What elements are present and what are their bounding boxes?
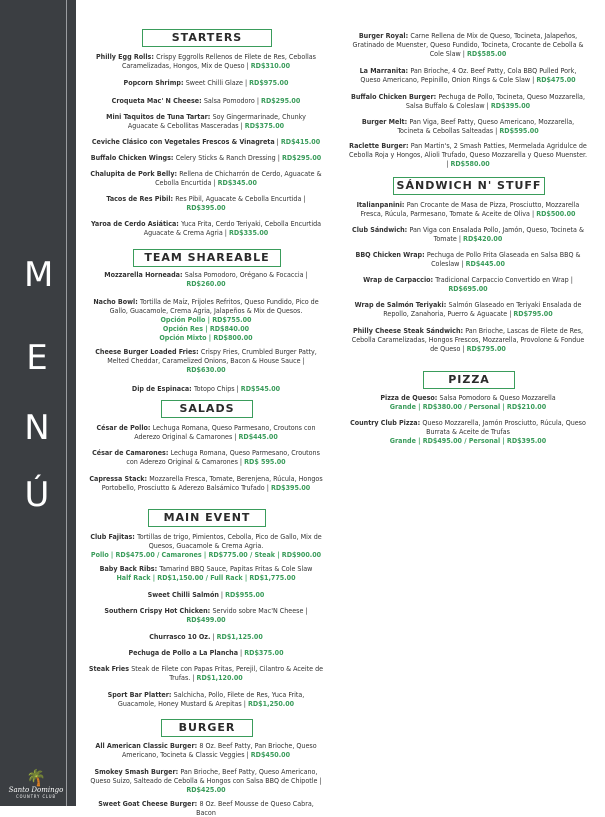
- item-name: César de Pollo:: [96, 423, 153, 432]
- item-name: Sport Bar Platter:: [107, 690, 174, 699]
- menu-item: [90, 153, 322, 162]
- item-name: Steak Fries: [88, 664, 132, 673]
- menu-item: [349, 275, 587, 293]
- menu-item: [88, 423, 324, 441]
- item-name: Ceviche Clásico con Vegetales Frescos & Vinagreta: [91, 137, 275, 146]
- menu-letter: N: [24, 408, 52, 448]
- menu-item: [90, 194, 322, 212]
- item-price: RD$415.00: [280, 137, 321, 146]
- menu-item: [349, 250, 587, 268]
- item-description: Mozzarella Fresca, Tomate, Berenjena, Rúcula, Hongos Portobello, Prosciutto & Aderezo Balsámico Trufado: [101, 474, 323, 492]
- item-separator: |: [303, 270, 308, 279]
- item-description: Totopo Chips: [193, 384, 235, 393]
- item-separator: |: [568, 275, 573, 284]
- item-separator: |: [456, 234, 464, 243]
- item-separator: |: [218, 590, 226, 599]
- item-price: RD$ 595.00: [244, 457, 286, 466]
- item-price: RD$450.00: [250, 750, 291, 759]
- item-description: Salsa Pomodoro & Queso Mozzarella: [439, 393, 556, 402]
- item-name: Capressa Stack:: [89, 474, 150, 483]
- item-name: Mozzarella Horneada:: [104, 270, 185, 279]
- menu-item: [88, 384, 324, 393]
- item-price: Opción Mixto | RD$800.00: [159, 333, 253, 342]
- menu-item: [88, 606, 324, 624]
- item-name: Baby Back Ribs:: [99, 564, 160, 573]
- item-separator: |: [211, 178, 218, 187]
- menu-letter: M: [24, 255, 56, 295]
- item-price: RD$585.00: [466, 49, 507, 58]
- item-separator: |: [242, 78, 250, 87]
- item-price: Grande | RD$495.00 / Personal | RD$395.00: [389, 436, 547, 445]
- item-description: Celery Sticks & Ranch Dressing: [175, 153, 276, 162]
- item-name: Churrasco 10 Oz.: [149, 632, 211, 641]
- item-separator: |: [190, 673, 197, 682]
- item-price: RD$630.00: [186, 365, 226, 374]
- item-name: Sweet Goat Cheese Burger:: [98, 799, 200, 808]
- item-separator: |: [222, 228, 229, 237]
- menu-item: [88, 664, 324, 682]
- item-description: Salsa Pomodoro, Orégano & Focaccia: [184, 270, 304, 279]
- menu-item: [88, 590, 324, 599]
- menu-item: [88, 474, 324, 492]
- item-name: Chalupita de Pork Belly:: [90, 169, 180, 178]
- item-separator: |: [300, 356, 305, 365]
- menu-item: [88, 532, 324, 559]
- menu-item: [349, 200, 587, 218]
- item-price: RD$335.00: [228, 228, 269, 237]
- item-description: Soy Gingermarinade, Chunky Aguacate & Cebollitas Masceradas: [127, 112, 306, 130]
- item-separator: |: [244, 750, 251, 759]
- item-name: Raclette Burger:: [349, 141, 411, 150]
- item-price: RD$499.00: [186, 615, 226, 624]
- item-description: Servido sobre Mac'N Cheese: [212, 606, 304, 615]
- section-header: STARTERS: [142, 29, 272, 47]
- item-price: RD$795.00: [466, 344, 506, 353]
- item-price: RD$1,250.00: [247, 699, 295, 708]
- item-name: Country Club Pizza:: [350, 418, 423, 427]
- item-description: Pechuga de Pollo, Tocineta, Queso Mozzarella, Salsa Buffalo & Coleslaw: [405, 92, 585, 110]
- item-price: Half Rack | RD$1,150.00 / Full Rack | RD$1,775.00: [116, 573, 296, 582]
- section-header: BURGER: [161, 719, 253, 737]
- item-name: Tacos de Res Pibil:: [106, 194, 176, 203]
- section-header: SALADS: [161, 400, 253, 418]
- item-name: Pizza de Queso:: [380, 393, 440, 402]
- item-separator: |: [529, 209, 537, 218]
- item-price: Grande | RD$380.00 / Personal | RD$210.00: [389, 402, 547, 411]
- item-name: Smokey Smash Burger:: [94, 767, 181, 776]
- item-price: Pollo | RD$475.00 / Camarones | RD$775.00 / Steak | RD$900.00: [90, 550, 322, 559]
- item-description: Tortillas de trigo, Pimientos, Cebolla, Pico de Gallo, Mix de Quesos, Guacamole & Crema Agria.: [137, 532, 322, 550]
- item-name: César de Camarones:: [92, 448, 171, 457]
- item-name: Italianpanini:: [356, 200, 407, 209]
- item-separator: |: [234, 384, 241, 393]
- item-price: RD$1,120.00: [196, 673, 243, 682]
- item-name: Southern Crispy Hot Chicken:: [104, 606, 213, 615]
- item-price: RD$295.00: [281, 153, 322, 162]
- item-description: Pechuga de Pollo Frita Glaseada en Salsa BBQ & Coleslaw: [426, 250, 581, 268]
- club-logo: [6, 770, 66, 799]
- item-name: Croqueta Mac' N Cheese:: [111, 96, 204, 105]
- item-price: RD$475.00: [536, 75, 576, 84]
- menu-item: [349, 300, 587, 318]
- menu-item: [88, 632, 324, 641]
- menu-item: [88, 297, 324, 342]
- menu-item: [349, 66, 587, 84]
- item-separator: |: [507, 309, 514, 318]
- menu-item: [90, 52, 322, 70]
- item-price: RD$395.00: [490, 101, 531, 110]
- item-name: Burger Royal:: [358, 31, 411, 40]
- item-description: Salsa Pomodoro: [203, 96, 255, 105]
- menu-item: [349, 141, 587, 168]
- item-description: Salmón Glaseado en Teriyaki Ensalada de Repollo, Zanahoria, Puerro & Aguacate: [383, 300, 582, 318]
- menu-item: [88, 347, 324, 374]
- item-description: Lechuga Romana, Queso Parmesano, Croutons con Aderezo Original & Camarones: [134, 423, 316, 441]
- item-description: Pan Brioche, Lascas de Filete de Res, Cebolla Caramelizadas, Hongos Frescos, Mozzarella, Provolone & Fondue de Queso: [351, 326, 585, 353]
- item-price: Opción Pollo | RD$755.00: [160, 315, 252, 324]
- item-description: Tradicional Carpaccio Convertido en Wrap: [435, 275, 569, 284]
- item-separator: |: [460, 49, 467, 58]
- item-description: Queso Mozzarella, Jamón Prosciutto, Rúcula, Queso Burrata & Aceite de Trufas: [422, 418, 586, 436]
- item-price: RD$445.00: [465, 259, 505, 268]
- section-header: TEAM SHAREABLE: [133, 249, 281, 267]
- item-separator: |: [238, 648, 245, 657]
- item-separator: |: [301, 194, 306, 203]
- item-description: Steak de Filete con Papas Fritas, Perejil, Cilantro & Aceite de Trufas.: [131, 664, 324, 682]
- item-name: Wrap de Carpaccio:: [363, 275, 436, 284]
- menu-item: [90, 137, 322, 146]
- item-name: Dip de Espinaca:: [131, 384, 194, 393]
- item-description: Carne Rellena de Mix de Queso, Tocineta, Jalapeños, Gratinado de Muenster, Queso Fundido, Tocineta, Crocante de Cebolla & Cole Slaw: [352, 31, 584, 58]
- item-name: Club Sándwich:: [352, 225, 410, 234]
- item-name: Wrap de Salmón Teriyaki:: [354, 300, 449, 309]
- item-separator: |: [484, 101, 491, 110]
- item-separator: |: [210, 632, 217, 641]
- item-description: Crispy Eggrolls Rellenos de Filete de Res, Cebollas Caramelizadas, Hongos, Mix de Queso: [121, 52, 317, 70]
- menu-item: [349, 31, 587, 58]
- menu-letter: Ú: [24, 475, 52, 515]
- item-price: RD$545.00: [240, 384, 281, 393]
- item-name: Cheese Burger Loaded Fries:: [95, 347, 201, 356]
- sidebar: [0, 0, 76, 806]
- item-separator: |: [254, 96, 262, 105]
- item-price: RD$445.00: [238, 432, 278, 441]
- item-separator: |: [460, 344, 467, 353]
- item-separator: |: [244, 61, 251, 70]
- item-separator: |: [317, 776, 322, 785]
- menu-letter: E: [26, 338, 50, 378]
- item-name: Buffalo Chicken Burger:: [351, 92, 439, 101]
- item-name: Pechuga de Pollo a La Plancha: [128, 648, 239, 657]
- item-separator: |: [275, 153, 282, 162]
- item-name: Popcorn Shrimp:: [123, 78, 186, 87]
- menu-item: [349, 117, 587, 135]
- menu-item: [88, 270, 324, 288]
- item-separator: |: [446, 159, 451, 168]
- item-price: RD$955.00: [225, 590, 265, 599]
- menu-item: [88, 690, 324, 708]
- item-description: Tamarind BBQ Sauce, Papitas Fritas & Cole Slaw: [159, 564, 313, 573]
- section-header: SÁNDWICH N' STUFF: [393, 177, 545, 195]
- menu-item: [349, 326, 587, 353]
- item-price: RD$310.00: [250, 61, 291, 70]
- item-price: RD$1,125.00: [216, 632, 263, 641]
- item-description: Yuca Frita, Cerdo Teriyaki, Cebolla Encurtida Aguacate & Crema Agria: [143, 219, 322, 237]
- logo-line2: COUNTRY CLUB: [16, 794, 56, 799]
- item-name: All American Classic Burger:: [95, 741, 200, 750]
- item-name: Mini Taquitos de Tuna Tartar:: [106, 112, 213, 121]
- item-price: RD$795.00: [513, 309, 553, 318]
- item-description: 8 Oz. Beef Mousse de Queso Cabra, Bacon: [196, 799, 314, 817]
- menu-item: [88, 741, 324, 759]
- item-separator: |: [232, 432, 239, 441]
- item-price: RD$595.00: [499, 126, 539, 135]
- item-description: Tortilla de Maíz, Frijoles Refritos, Queso Fundido, Pico de Gallo, Guacamole, Crema Agria, Jalapeños & Mix de Quesos.: [109, 297, 319, 315]
- item-price: RD$420.00: [463, 234, 503, 243]
- item-price: RD$425.00: [186, 785, 226, 794]
- item-price: RD$395.00: [270, 483, 311, 492]
- section-header: PIZZA: [423, 371, 515, 389]
- item-name: Burger Melt:: [361, 117, 410, 126]
- item-price: RD$395.00: [186, 203, 226, 212]
- item-description: Pan Crocante de Masa de Pizza, Prosciutto, Mozzarella Fresca, Rúcula, Parmesano, Tomate & Aceite de Oliva: [360, 200, 580, 218]
- menu-item: [349, 225, 587, 243]
- menu-item: [349, 418, 587, 445]
- item-separator: |: [241, 699, 248, 708]
- item-price: RD$695.00: [448, 284, 488, 293]
- menu-item: [88, 799, 324, 817]
- item-description: Res Pibil, Aguacate & Cebolla Encurtida: [175, 194, 302, 203]
- item-price: RD$345.00: [217, 178, 257, 187]
- item-description: Crispy Fries, Crumbled Burger Patty, Melted Cheddar, Caramelized Onions, Bacon & House Sauce: [107, 347, 317, 365]
- logo-line1: Santo Domingo: [8, 786, 64, 794]
- item-name: Club Fajitas:: [90, 532, 138, 541]
- item-price: RD$260.00: [186, 279, 226, 288]
- menu-item: [90, 112, 322, 130]
- item-separator: |: [303, 606, 308, 615]
- item-price: RD$295.00: [261, 96, 301, 105]
- menu-item: [349, 393, 587, 411]
- item-description: Pan Brioche, 4 Oz. Beef Patty, Cola BBQ Pulled Pork, Queso Americano, Pepinillo, Onion Rings & Cole Slaw: [360, 66, 577, 84]
- item-separator: |: [274, 137, 281, 146]
- section-header: MAIN EVENT: [148, 509, 266, 527]
- item-description: Rellena de Chicharrón de Cerdo, Aguacate & Cebolla Encurtida: [155, 169, 322, 187]
- item-price: Opción Res | RD$840.00: [162, 324, 250, 333]
- item-price: RD$500.00: [536, 209, 576, 218]
- item-description: Lechuga Romana, Queso Parmesano, Croutons con Aderezo Original & Camarones: [126, 448, 320, 466]
- menu-item: [349, 92, 587, 110]
- menu-item: [90, 169, 322, 187]
- item-separator: |: [237, 457, 245, 466]
- item-description: Sweet Chilli Glaze: [185, 78, 243, 87]
- item-separator: |: [493, 126, 500, 135]
- menu-item: [88, 448, 324, 466]
- item-description: Pan Viga, Beef Patty, Queso Americano, Mozzarella, Tocineta & Cebollas Salteadas: [397, 117, 575, 135]
- menu-item: [88, 648, 324, 657]
- item-price: RD$975.00: [249, 78, 289, 87]
- item-name: Sweet Chilli Salmón: [147, 590, 219, 599]
- menu-item: [90, 78, 322, 87]
- palm-tree-icon: 🌴: [26, 768, 46, 787]
- menu-item: [90, 96, 322, 105]
- menu-item: [88, 767, 324, 794]
- item-description: 8 Oz. Beef Patty, Pan Brioche, Queso Americano, Tocineta & Classic Veggies: [121, 741, 317, 759]
- item-price: RD$375.00: [244, 648, 284, 657]
- menu-item: [90, 219, 322, 237]
- item-description: Pan Viga con Ensalada Pollo, Jamón, Queso, Tocineta & Tomate: [409, 225, 584, 243]
- item-name: Yaroa de Cerdo Asiática:: [90, 219, 182, 228]
- item-name: La Marranita:: [359, 66, 411, 75]
- item-separator: |: [238, 121, 245, 130]
- item-price: RD$580.00: [450, 159, 490, 168]
- item-name: Philly Egg Rolls:: [95, 52, 157, 61]
- item-name: Buffalo Chicken Wings:: [90, 153, 176, 162]
- item-separator: |: [530, 75, 537, 84]
- item-name: BBQ Chicken Wrap:: [355, 250, 427, 259]
- item-price: RD$375.00: [244, 121, 285, 130]
- item-separator: |: [264, 483, 271, 492]
- item-separator: |: [459, 259, 466, 268]
- sidebar-divider: [66, 0, 67, 806]
- item-description: Pan Brioche, Beef Patty, Queso Americano, Queso Suizo, Salteado de Cebolla & Hongos con Salsa BBQ de Chipotle: [90, 767, 318, 785]
- item-description: Salchicha, Pollo, Filete de Res, Yuca Frita, Guacamole, Honey Mustard & Arepitas: [117, 690, 305, 708]
- item-name: Philly Cheese Steak Sándwich:: [352, 326, 466, 335]
- menu-item: [88, 564, 324, 582]
- item-description: Pan Martin's, 2 Smash Patties, Mermelada Agridulce de Cebolla Roja y Hongos, Alioli Trufado, Queso Mozzarella y Queso Muenster.: [349, 141, 587, 159]
- item-name: Nacho Bowl:: [93, 297, 140, 306]
